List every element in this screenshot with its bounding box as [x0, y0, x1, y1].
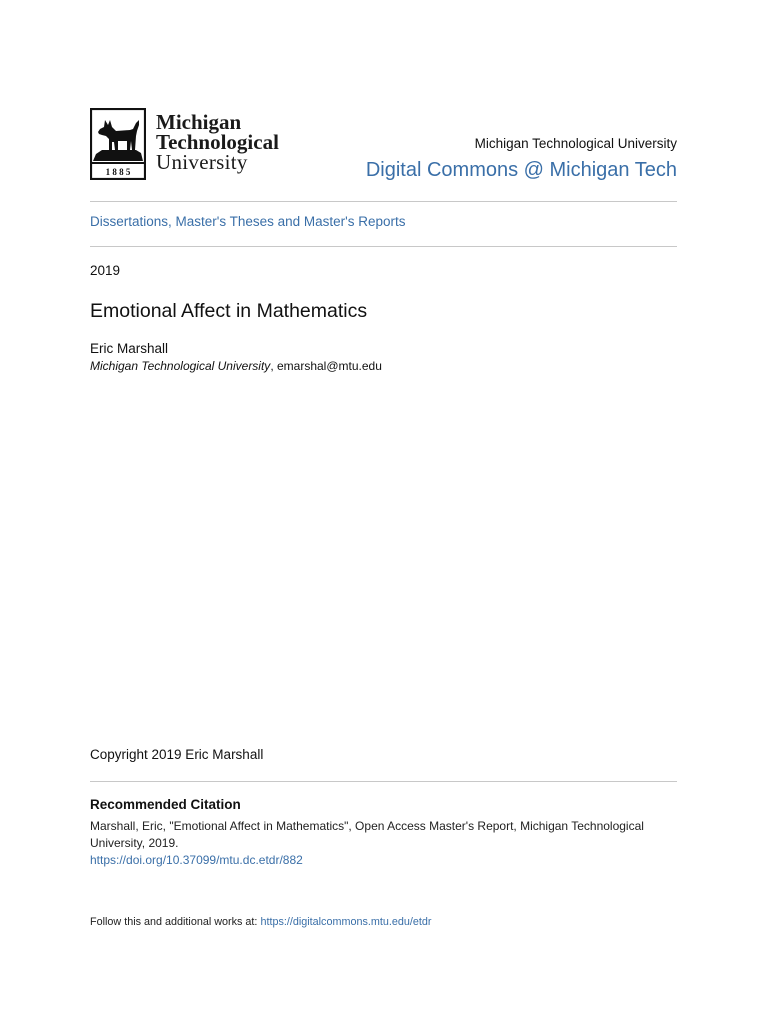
- author-email: emarshal@mtu.edu: [276, 359, 382, 373]
- affiliation-separator: ,: [270, 359, 277, 373]
- logo-word-technological: Technological: [156, 130, 279, 154]
- document-title: Emotional Affect in Mathematics: [90, 300, 368, 322]
- author-name: Eric Marshall: [90, 341, 169, 356]
- header-institution: Michigan Technological University: [474, 136, 677, 151]
- divider-series: [90, 246, 677, 247]
- follow-text: Follow this and additional works at:: [90, 916, 258, 928]
- follow-link[interactable]: https://digitalcommons.mtu.edu/etdr: [260, 916, 432, 928]
- doi-link[interactable]: https://doi.org/10.37099/mtu.dc.etdr/882: [90, 853, 303, 867]
- logo-year: 1 8 8 5: [105, 167, 131, 177]
- logo-wordmark: [156, 112, 279, 172]
- publication-year: 2019: [90, 263, 121, 278]
- repository-link[interactable]: Digital Commons @ Michigan Tech: [365, 159, 677, 181]
- husky-icon: [90, 108, 146, 180]
- series-link[interactable]: Dissertations, Master's Theses and Master's Reports: [90, 214, 406, 229]
- citation-text: Marshall, Eric, "Emotional Affect in Mathematics", Open Access Master's Report, Michigan Technological University, 2019.: [90, 819, 644, 850]
- author-affiliation: [90, 359, 382, 374]
- copyright-notice: Copyright 2019 Eric Marshall: [90, 747, 264, 762]
- follow-line: [90, 915, 431, 929]
- affiliation-institution: Michigan Technological University: [90, 359, 271, 373]
- divider-top: [90, 201, 677, 202]
- university-logo: [90, 108, 300, 182]
- logo-word-university: University: [156, 150, 248, 174]
- citation-heading: Recommended Citation: [90, 797, 241, 812]
- divider-citation: [90, 781, 677, 782]
- logo-word-michigan: Michigan: [156, 110, 242, 134]
